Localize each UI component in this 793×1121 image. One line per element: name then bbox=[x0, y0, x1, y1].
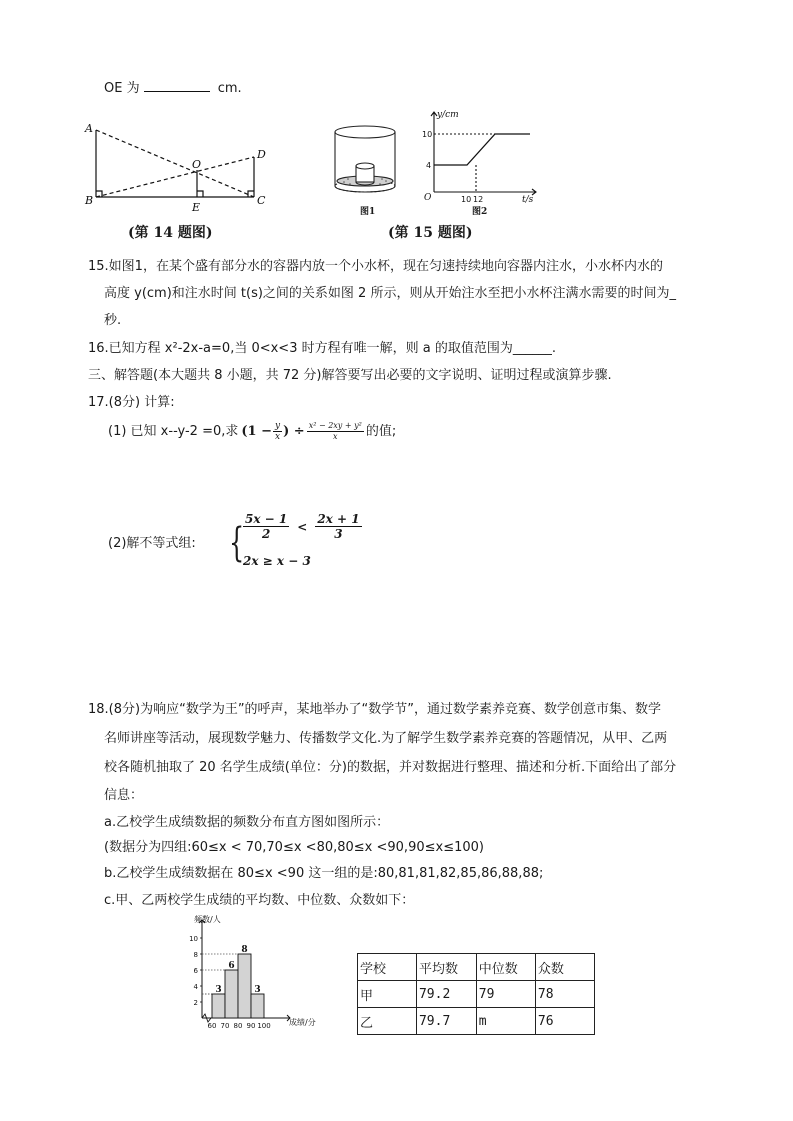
q14-blank bbox=[144, 79, 210, 92]
table-header-cell: 中位数 bbox=[476, 954, 535, 981]
hist-y-tick-label: 10 bbox=[189, 935, 198, 943]
hist-y-tick-label: 4 bbox=[193, 983, 198, 991]
fig1-label: 图1 bbox=[360, 207, 376, 217]
frequency-histogram bbox=[180, 910, 325, 1032]
q14-answer-line bbox=[104, 79, 242, 97]
hist-y-label: 频数/人 bbox=[194, 915, 221, 924]
label-a: A bbox=[85, 122, 93, 135]
fraction-y-over-x bbox=[273, 421, 282, 442]
table-cell: 78 bbox=[535, 981, 594, 1008]
inequality-1 bbox=[243, 512, 362, 541]
y-tick-10: 10 bbox=[422, 130, 433, 139]
hist-bar-value-label: 8 bbox=[241, 945, 248, 955]
q18-line3: 校各随机抽取了 20 名学生成绩(单位：分)的数据，并对数据进行整理、描述和分析.下面给出了部分 bbox=[104, 760, 677, 775]
hist-x-label: 成绩/分 bbox=[289, 1018, 316, 1027]
origin-label: O bbox=[424, 193, 432, 203]
q16-text: 16.已知方程 x²-2x-a=0,当 0<x<3 时方程有唯一解，则 a 的取值范围为______. bbox=[88, 341, 556, 356]
hist-x-tick-label: 70 bbox=[220, 1022, 230, 1030]
label-o: O bbox=[192, 158, 202, 171]
label-e: E bbox=[192, 201, 201, 213]
table-cell: m bbox=[476, 1008, 535, 1035]
q18-item-a: a.乙校学生成绩数据的频数分布直方图如图所示： bbox=[104, 815, 390, 830]
frac2-numerator: x² − 2xy + y² bbox=[308, 421, 362, 430]
x-axis-label: t/s bbox=[522, 195, 534, 205]
q15-line2: 高度 y(cm)和注水时间 t(s)之间的关系如图 2 所示，则从开始注水至把小水杯注满水需要的时间为_ bbox=[104, 286, 676, 301]
hist-bar-value-label: 6 bbox=[228, 961, 235, 971]
q17-p1-div: ) ÷ bbox=[283, 423, 305, 439]
q18-line2: 名师讲座等活动，展现数学魅力、传播数学文化.为了解学生数学素养竞赛的答题情况，从甲、乙两 bbox=[104, 731, 668, 746]
fig15-graph bbox=[418, 108, 542, 206]
hist-y-tick-label: 8 bbox=[193, 951, 198, 959]
hist-bar bbox=[225, 970, 238, 1018]
ineq1-right-numerator: 2x + 1 bbox=[317, 512, 360, 526]
q15-line3: 秒. bbox=[104, 313, 122, 328]
hist-x-tick-label: 60 bbox=[207, 1022, 217, 1030]
table-row bbox=[358, 981, 595, 1008]
table-cell: 乙 bbox=[358, 1008, 417, 1035]
ineq1-operator: < bbox=[297, 519, 308, 534]
inequality-2: 2x ≥ x − 3 bbox=[243, 554, 311, 568]
table-header-row bbox=[358, 954, 595, 981]
q18-item-b: b.乙校学生成绩数据在 80≤x <90 这一组的是:80,81,81,82,85,86,88,88; bbox=[104, 866, 544, 881]
hist-x-tick-label: 100 bbox=[257, 1022, 271, 1030]
table-header-cell: 平均数 bbox=[416, 954, 476, 981]
q17-p1-suffix: 的值; bbox=[365, 423, 397, 439]
hist-bar-value-label: 3 bbox=[215, 985, 222, 995]
fig2-label: 图2 bbox=[472, 207, 488, 217]
q17-p1-prefix: (1) 已知 x--y-2 =0,求 bbox=[108, 423, 239, 439]
hist-bar bbox=[238, 954, 251, 1018]
x-tick-10: 10 bbox=[461, 195, 472, 204]
table-cell: 79.7 bbox=[416, 1008, 476, 1035]
ineq1-left-numerator: 5x − 1 bbox=[245, 512, 288, 526]
q15-line1: 15.如图1，在某个盛有部分水的容器内放一个小水杯，现在匀速持续地向容器内注水，小水杯内水的 bbox=[88, 259, 663, 274]
fig15-container-illustration bbox=[330, 122, 402, 202]
table-row bbox=[358, 1008, 595, 1035]
water-height-line bbox=[434, 134, 530, 165]
table-cell: 甲 bbox=[358, 981, 417, 1008]
hist-bar-value-label: 3 bbox=[254, 985, 261, 995]
x-tick-12: 12 bbox=[473, 195, 484, 204]
q17-p1-expr-left: (1 − bbox=[241, 423, 273, 439]
hist-y-tick-label: 2 bbox=[193, 999, 198, 1007]
ineq1-right-denominator: 3 bbox=[334, 527, 343, 541]
q17-part1 bbox=[108, 421, 396, 442]
fig15-caption: (第 15 题图) bbox=[388, 225, 473, 241]
ineq1-right-fraction bbox=[315, 512, 361, 541]
q18-line1: 18.(8分)为响应“数学为王”的呼声，某地举办了“数学节”，通过数学素养竞赛、数学创意市集、数学 bbox=[88, 702, 662, 717]
fig14-caption: (第 14 题图) bbox=[128, 225, 213, 241]
figure-14 bbox=[80, 118, 275, 213]
stats-table bbox=[357, 953, 595, 1035]
line-ac bbox=[96, 130, 254, 197]
table-cell: 79.2 bbox=[416, 981, 476, 1008]
table-cell: 79 bbox=[476, 981, 535, 1008]
section3-heading: 三、解答题(本大题共 8 小题，共 72 分)解答要写出必要的文字说明、证明过程或演算步骤. bbox=[88, 368, 612, 383]
fraction-square-over-x bbox=[307, 421, 364, 442]
q18-line4: 信息： bbox=[104, 788, 144, 803]
label-b: B bbox=[85, 194, 94, 207]
ineq1-left-fraction bbox=[243, 512, 289, 541]
q18-groups: (数据分为四组:60≤x < 70,70≤x <80,80≤x <90,90≤x≤100) bbox=[104, 840, 484, 855]
y-tick-4: 4 bbox=[426, 161, 432, 170]
table-header-cell: 学校 bbox=[358, 954, 417, 981]
q18-item-c: c.甲、乙两校学生成绩的平均数、中位数、众数如下： bbox=[104, 893, 415, 908]
label-c: C bbox=[257, 194, 266, 207]
table-header-cell: 众数 bbox=[535, 954, 594, 981]
hist-bar bbox=[251, 994, 264, 1018]
hist-x-tick-label: 80 bbox=[233, 1022, 243, 1030]
frac1-denominator: x bbox=[275, 432, 281, 442]
table-cell: 76 bbox=[535, 1008, 594, 1035]
q14-prefix: OE 为 bbox=[104, 81, 140, 96]
q17-heading: 17.(8分) 计算: bbox=[88, 395, 175, 410]
hist-x-tick-label: 90 bbox=[246, 1022, 256, 1030]
hist-y-tick-label: 6 bbox=[193, 967, 198, 975]
ineq1-left-denominator: 2 bbox=[261, 527, 271, 541]
frac1-numerator: y bbox=[275, 421, 281, 431]
right-angle-e bbox=[197, 191, 203, 197]
q14-suffix: cm. bbox=[213, 81, 242, 96]
frac2-denominator: x bbox=[333, 432, 338, 441]
y-axis-label: y/cm bbox=[437, 110, 459, 120]
inequality-system-brace: { bbox=[229, 520, 245, 566]
hist-bar bbox=[212, 994, 225, 1018]
q17-part2-label: (2)解不等式组: bbox=[108, 536, 196, 551]
label-d: D bbox=[257, 148, 266, 161]
